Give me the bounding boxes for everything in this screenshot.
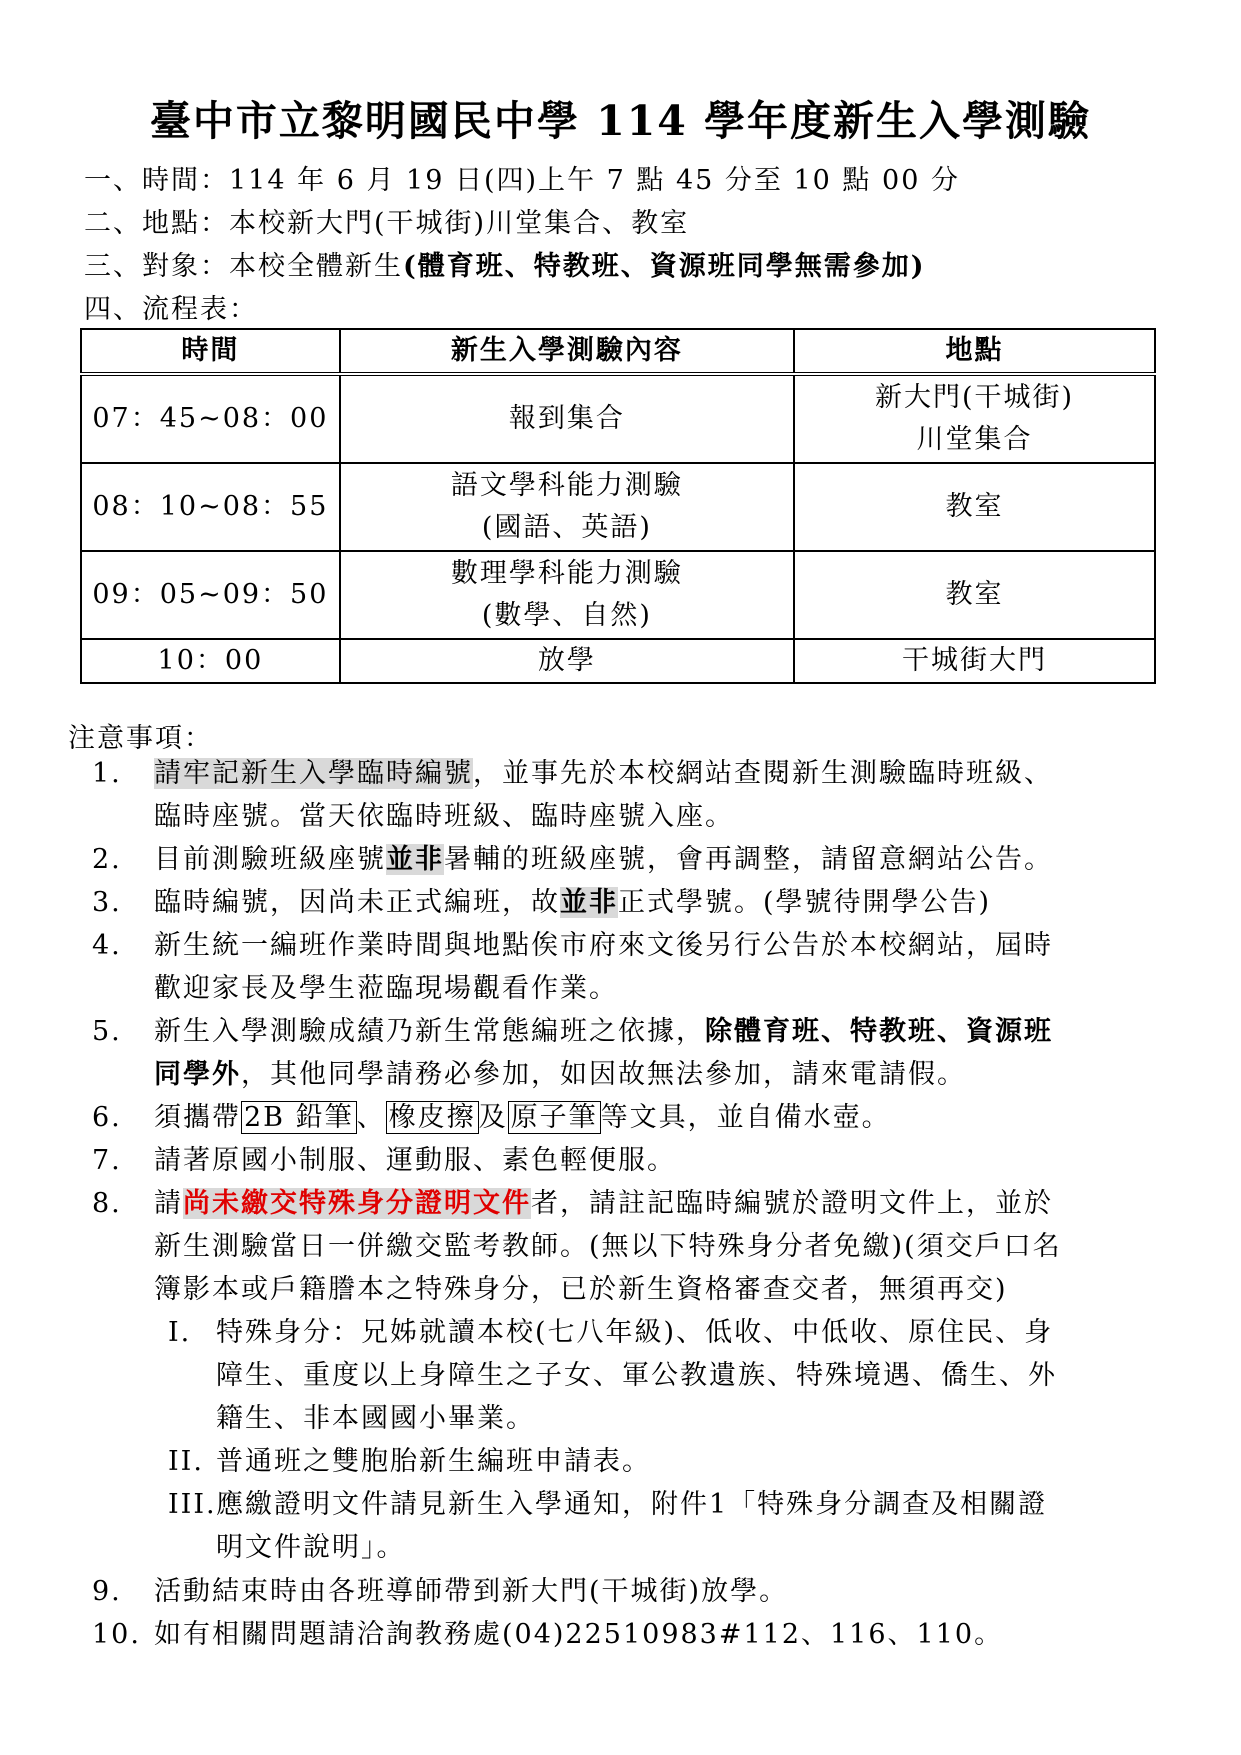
- item-text-line: 臨時座號。當天依臨時班級、臨時座號入座。: [154, 801, 734, 832]
- table-cell-time: 07：45~08：00: [81, 374, 340, 463]
- item-text: 請著原國小制服、運動服、素色輕便服。: [154, 1145, 676, 1176]
- cell-line: 教室: [945, 491, 1004, 522]
- sub-item-number: I.: [168, 1317, 192, 1348]
- cell-line: 川堂集合: [916, 424, 1033, 455]
- item-text-line: 簿影本或戶籍謄本之特殊身分，已於新生資格審查交者，無須再交): [154, 1274, 1008, 1305]
- item-text-line: 歡迎家長及學生蒞臨現場觀看作業。: [154, 973, 618, 1004]
- item-text-line: 新生測驗當日一併繳交監考教師。(無以下特殊身分者免繳)(須交戶口名: [154, 1231, 1062, 1262]
- item-text-run: 新生入學測驗成績乃新生常態編班之依據，: [154, 1016, 705, 1047]
- table-cell-time: 08：10~08：55: [81, 463, 340, 551]
- highlighted-text: 請牢記新生入學臨時編號: [154, 758, 473, 789]
- item-number: 6.: [92, 1102, 122, 1133]
- info-target-exclusion: (體育班、特教班、資源班同學無需參加): [403, 251, 926, 282]
- sub-item-number: II.: [168, 1446, 204, 1477]
- table-cell-place: [794, 463, 1155, 551]
- item-number: 8.: [92, 1188, 122, 1219]
- item-text-run: 暑輔的班級座號，會再調整，請留意網站公告。: [444, 844, 1053, 875]
- item-text: 如有相關問題請洽詢教務處(04)22510983#112、116、110。: [154, 1619, 1004, 1650]
- item-text: [154, 1182, 1174, 1311]
- item-text-run: 、: [356, 1102, 386, 1133]
- item-text-run: 目前測驗班級座號: [154, 844, 386, 875]
- item-text: [154, 838, 1174, 881]
- item-text-line: 應繳證明文件請見新生入學通知，附件1「特殊身分調查及相關證: [216, 1489, 1048, 1520]
- item-number: 4.: [92, 930, 122, 961]
- item-text-run: 者，請註記臨時編號於證明文件上，並於: [531, 1188, 1053, 1219]
- info-target-prefix: 三、對象：本校全體新生: [84, 251, 403, 282]
- item-number: 7.: [92, 1145, 122, 1176]
- boxed-item-eraser: 橡皮擦: [386, 1101, 479, 1134]
- table-cell-time: 10：00: [81, 639, 340, 683]
- item-text-run: 及: [478, 1102, 508, 1133]
- item-number: 2.: [92, 844, 122, 875]
- item-text-line: 特殊身分：兄姊就讀本校(七八年級)、低收、中低收、原住民、身: [216, 1317, 1054, 1348]
- table-row: [81, 463, 1155, 551]
- table-row: [81, 551, 1155, 639]
- item-number: 10.: [92, 1619, 141, 1650]
- info-target: [84, 244, 926, 283]
- item-number: 9.: [92, 1576, 122, 1607]
- item-text-run: 臨時編號，因尚未正式編班，故: [154, 887, 560, 918]
- item-text: [154, 881, 1174, 924]
- item-text-line: 障生、重度以上身障生之子女、軍公教遺族、特殊境遇、僑生、外: [216, 1360, 1057, 1391]
- table-cell-content: [340, 374, 794, 463]
- item-text: 活動結束時由各班導師帶到新大門(干城街)放學。: [154, 1576, 789, 1607]
- item-text: [154, 1096, 1174, 1139]
- table-cell-content: [340, 463, 794, 551]
- emphasis-text: 並非: [386, 844, 444, 875]
- cell-line: 報到集合: [508, 403, 625, 434]
- table-row: [81, 374, 1155, 463]
- table-row: [81, 639, 1155, 683]
- item-text-run: 正式學號。(學號待開學公告): [618, 887, 992, 918]
- item-text-run: 須攜帶: [154, 1102, 241, 1133]
- table-header-cell: 新生入學測驗內容: [340, 329, 794, 374]
- item-text-run: 等文具，並自備水壺。: [600, 1102, 891, 1133]
- table-header-cell: 時間: [81, 329, 340, 374]
- item-text-run: ，並事先於本校網站查閱新生測驗臨時班級、: [473, 758, 1053, 789]
- sub-item-text: [216, 1311, 1176, 1440]
- notes-heading: 注意事項：: [68, 723, 213, 754]
- schedule-table: [80, 328, 1156, 684]
- info-time: 一、時間：114 年 6 月 19 日(四)上午 7 點 45 分至 10 點 00 分: [84, 165, 960, 196]
- item-text-line: 籍生、非本國國小畢業。: [216, 1403, 535, 1434]
- table-cell-content: [340, 551, 794, 639]
- item-number: 5.: [92, 1016, 122, 1047]
- sub-item-text: 普通班之雙胞胎新生編班申請表。: [216, 1446, 651, 1477]
- cell-line: (數學、自然): [481, 600, 652, 631]
- table-cell-time: 09：05~09：50: [81, 551, 340, 639]
- boxed-item-pencil: 2B 鉛筆: [241, 1101, 357, 1134]
- item-text-line: 明文件說明」。: [216, 1532, 406, 1563]
- info-schedule-label: 四、流程表：: [84, 294, 258, 325]
- cell-line: (國語、英語): [481, 512, 652, 543]
- table-cell-content: [340, 639, 794, 683]
- table-cell-place: [794, 551, 1155, 639]
- item-text-line: 新生統一編班作業時間與地點俟市府來文後另行公告於本校網站，屆時: [154, 930, 1053, 961]
- cell-line: 數理學科能力測驗: [450, 558, 683, 589]
- cell-line: 新大門(干城街): [874, 382, 1075, 413]
- table-cell-place: [794, 374, 1155, 463]
- warning-text: 尚未繳交特殊身分證明文件: [183, 1188, 531, 1219]
- item-text: [154, 1010, 1174, 1096]
- item-text: [154, 752, 1174, 838]
- cell-line: 教室: [945, 579, 1004, 610]
- sub-item-text: [216, 1483, 1176, 1569]
- sub-item-number: III.: [168, 1489, 217, 1520]
- boxed-item-pen: 原子筆: [508, 1101, 601, 1134]
- cell-line: 語文學科能力測驗: [450, 470, 683, 501]
- table-header-row: [81, 329, 1155, 374]
- cell-line: 放學: [537, 645, 596, 676]
- emphasis-text: 除體育班、特教班、資源班: [705, 1016, 1053, 1047]
- cell-line: 干城街大門: [902, 645, 1047, 676]
- item-text: [154, 924, 1174, 1010]
- item-number: 3.: [92, 887, 122, 918]
- emphasis-text: 並非: [560, 887, 618, 918]
- document-title: 臺中市立黎明國民中學 114 學年度新生入學測驗: [149, 97, 1092, 145]
- emphasis-text: 同學外: [154, 1059, 241, 1090]
- table-header-cell: 地點: [794, 329, 1155, 374]
- info-place: 二、地點：本校新大門(干城街)川堂集合、教室: [84, 208, 690, 239]
- item-text-run: 請: [154, 1188, 183, 1219]
- item-number: 1.: [92, 758, 122, 789]
- table-cell-place: [794, 639, 1155, 683]
- item-text-run: ，其他同學請務必參加，如因故無法參加，請來電請假。: [241, 1059, 966, 1090]
